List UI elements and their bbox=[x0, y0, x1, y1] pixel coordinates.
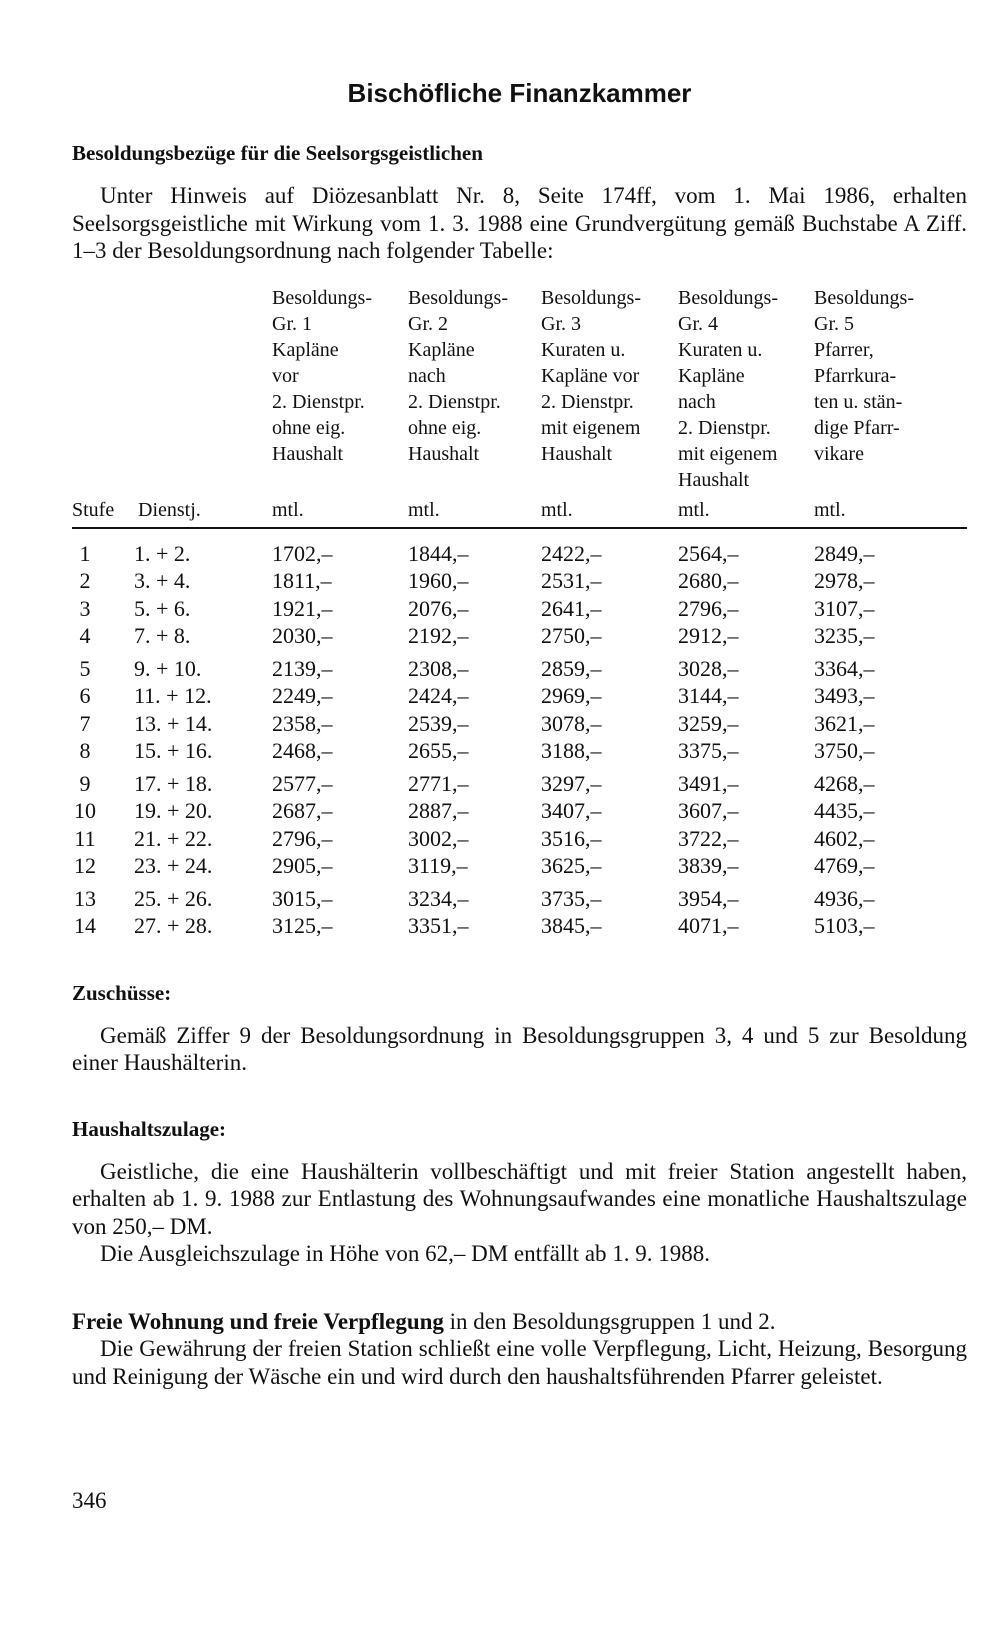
zuschuesse-section bbox=[72, 981, 967, 1077]
salary-cell: 2030,– bbox=[272, 623, 333, 648]
header-line: Gr. 5 bbox=[814, 312, 854, 335]
stufe-cell: 5 bbox=[79, 655, 91, 681]
salary-cell: 3839,– bbox=[678, 853, 739, 878]
table-header bbox=[72, 285, 967, 525]
stufe-cell: 14 bbox=[74, 913, 96, 938]
stufe-cell: 3 bbox=[79, 595, 91, 621]
salary-cell: 3078,– bbox=[541, 710, 602, 736]
salary-cell: 3107,– bbox=[814, 595, 875, 621]
salary-cell: 2139,– bbox=[272, 655, 333, 681]
salary-cell: 3364,– bbox=[814, 655, 875, 681]
salary-cell: 2192,– bbox=[408, 623, 469, 648]
table-row bbox=[72, 683, 967, 711]
dienstjahre-cell: 23. + 24. bbox=[134, 853, 213, 878]
salary-cell: 3491,– bbox=[678, 770, 739, 796]
table-row bbox=[72, 596, 967, 624]
stufe-cell: 10 bbox=[74, 798, 96, 823]
header-line: Kuraten u. bbox=[678, 338, 763, 361]
stufe-header: Stufe bbox=[72, 498, 115, 521]
salary-cell: 4936,– bbox=[814, 885, 875, 911]
stufe-cell: 12 bbox=[74, 853, 96, 878]
column-header-gr4 bbox=[678, 285, 778, 493]
salary-cell: 1702,– bbox=[272, 540, 333, 566]
salary-cell: 2308,– bbox=[408, 655, 469, 681]
table-rule bbox=[72, 527, 967, 529]
stufe-cell: 9 bbox=[79, 770, 91, 796]
stufe-cell: 1 bbox=[79, 540, 91, 566]
salary-cell: 3750,– bbox=[814, 738, 875, 763]
dienstjahre-cell: 5. + 6. bbox=[134, 595, 191, 621]
salary-cell: 3351,– bbox=[408, 913, 469, 938]
dienstjahre-cell: 13. + 14. bbox=[134, 710, 213, 736]
salary-cell: 2468,– bbox=[272, 738, 333, 763]
column-header-gr1 bbox=[272, 285, 372, 467]
header-line: ohne eig. bbox=[272, 416, 346, 439]
section-subheading: Besoldungsbezüge für die Seelsorgsgeistlichen bbox=[72, 141, 483, 165]
table-row bbox=[72, 623, 967, 651]
salary-cell: 3735,– bbox=[541, 885, 602, 911]
salary-cell: 3516,– bbox=[541, 825, 602, 851]
salary-cell: 2771,– bbox=[408, 770, 469, 796]
table-row bbox=[72, 771, 967, 799]
header-line: 2. Dienstpr. bbox=[272, 390, 365, 413]
header-line: Besoldungs- bbox=[408, 286, 508, 309]
salary-cell: 2577,– bbox=[272, 770, 333, 796]
dienstjahre-cell: 7. + 8. bbox=[134, 623, 191, 648]
salary-cell: 1960,– bbox=[408, 568, 469, 593]
header-line: Besoldungs- bbox=[272, 286, 372, 309]
salary-cell: 2859,– bbox=[541, 655, 602, 681]
salary-cell: 2969,– bbox=[541, 683, 602, 708]
dienstjahre-cell: 27. + 28. bbox=[134, 913, 213, 938]
haushaltszulage-text: Geistliche, die eine Haushälterin vollbeschäftigt und mit freier Station angestellt haben, erhalten ab 1. 9. 1988 zur Entlastung des Wohnungsaufwandes eine monatliche Haushaltszulage von 250,– DM. bbox=[72, 1158, 967, 1239]
header-line: ten u. stän- bbox=[814, 390, 903, 413]
stufe-cell: 7 bbox=[79, 710, 91, 736]
header-line: Kapläne vor bbox=[541, 364, 640, 387]
salary-cell: 3144,– bbox=[678, 683, 739, 708]
salary-cell: 3625,– bbox=[541, 853, 602, 878]
table-row bbox=[72, 853, 967, 881]
salary-cell: 3028,– bbox=[678, 655, 739, 681]
dienstjahre-header: Dienstj. bbox=[138, 498, 201, 521]
salary-cell: 5103,– bbox=[814, 913, 875, 938]
header-line: mit eigenem bbox=[541, 416, 641, 439]
salary-cell: 3259,– bbox=[678, 710, 739, 736]
header-line: Haushalt bbox=[541, 442, 613, 465]
salary-cell: 3188,– bbox=[541, 738, 602, 763]
dienstjahre-cell: 1. + 2. bbox=[134, 540, 191, 566]
salary-cell: 3002,– bbox=[408, 825, 469, 851]
table-row bbox=[72, 826, 967, 854]
salary-cell: 2249,– bbox=[272, 683, 333, 708]
salary-cell: 2750,– bbox=[541, 623, 602, 648]
table-row bbox=[72, 886, 967, 914]
column-header-gr2 bbox=[408, 285, 508, 467]
salary-cell: 2424,– bbox=[408, 683, 469, 708]
salary-cell: 3297,– bbox=[541, 770, 602, 796]
dienstjahre-cell: 3. + 4. bbox=[134, 568, 191, 593]
salary-cell: 2912,– bbox=[678, 623, 739, 648]
stufe-cell: 6 bbox=[79, 683, 91, 708]
salary-cell: 3954,– bbox=[678, 885, 739, 911]
wohnung-title-line bbox=[72, 1308, 967, 1336]
salary-cell: 2978,– bbox=[814, 568, 875, 593]
table-row bbox=[72, 568, 967, 596]
ausgleichszulage-text: Die Ausgleichszulage in Höhe von 62,– DM entfällt ab 1. 9. 1988. bbox=[100, 1241, 711, 1266]
salary-cell: 2687,– bbox=[272, 798, 333, 823]
unit-label: mtl. bbox=[678, 498, 710, 521]
zuschuesse-title: Zuschüsse: bbox=[72, 980, 172, 1005]
salary-cell: 2358,– bbox=[272, 710, 333, 736]
header-line: Kuraten u. bbox=[541, 338, 626, 361]
table-row bbox=[72, 541, 967, 569]
header-line: Gr. 3 bbox=[541, 312, 581, 335]
header-line: nach bbox=[678, 390, 716, 413]
table-row bbox=[72, 711, 967, 739]
document-page bbox=[72, 78, 967, 1390]
salary-cell: 2564,– bbox=[678, 540, 739, 566]
haushaltszulage-section bbox=[72, 1117, 967, 1268]
salary-cell: 3235,– bbox=[814, 623, 875, 648]
salary-cell: 2641,– bbox=[541, 595, 602, 621]
salary-cell: 4435,– bbox=[814, 798, 875, 823]
table-row bbox=[72, 738, 967, 766]
intro-paragraph: Unter Hinweis auf Diözesanblatt Nr. 8, Seite 174ff, vom 1. Mai 1986, erhalten Seelsorgsgeistliche mit Wirkung vom 1. 3. 1988 eine Grundvergütung gemäß Buchstabe A Ziff. 1–3 der Besoldungsordnung nach folgender Tabelle: bbox=[72, 183, 967, 263]
dienstjahre-cell: 11. + 12. bbox=[134, 683, 212, 708]
dienstjahre-cell: 9. + 10. bbox=[134, 655, 202, 681]
header-line: Gr. 2 bbox=[408, 312, 448, 335]
salary-cell: 4071,– bbox=[678, 913, 739, 938]
header-line: 2. Dienstpr. bbox=[541, 390, 634, 413]
salary-cell: 1811,– bbox=[272, 568, 332, 593]
unit-label: mtl. bbox=[272, 498, 304, 521]
salary-cell: 4602,– bbox=[814, 825, 875, 851]
column-header-gr5 bbox=[814, 285, 914, 467]
header-line: vikare bbox=[814, 442, 864, 465]
dienstjahre-cell: 21. + 22. bbox=[134, 825, 213, 851]
header-line: Pfarrkura- bbox=[814, 364, 897, 387]
salary-cell: 3621,– bbox=[814, 710, 875, 736]
header-line: Kapläne bbox=[408, 338, 475, 361]
salary-cell: 2905,– bbox=[272, 853, 333, 878]
salary-cell: 2531,– bbox=[541, 568, 602, 593]
unit-label: mtl. bbox=[814, 498, 846, 521]
dienstjahre-cell: 19. + 20. bbox=[134, 798, 213, 823]
stufe-cell: 2 bbox=[79, 568, 91, 593]
salary-cell: 2796,– bbox=[272, 825, 333, 851]
table-row bbox=[72, 656, 967, 684]
salary-cell: 3015,– bbox=[272, 885, 333, 911]
salary-cell: 2539,– bbox=[408, 710, 469, 736]
header-line: Haushalt bbox=[678, 468, 750, 491]
salary-cell: 3234,– bbox=[408, 885, 469, 911]
stufe-cell: 11 bbox=[74, 825, 96, 851]
haushaltszulage-title: Haushaltszulage: bbox=[72, 1116, 227, 1141]
unit-label: mtl. bbox=[408, 498, 440, 521]
header-line: nach bbox=[408, 364, 446, 387]
header-line: Pfarrer, bbox=[814, 338, 874, 361]
salary-cell: 3493,– bbox=[814, 683, 875, 708]
header-line: mit eigenem bbox=[678, 442, 778, 465]
column-header-gr3 bbox=[541, 285, 641, 467]
header-line: Haushalt bbox=[272, 442, 344, 465]
wohnung-title: Freie Wohnung und freie Verpflegung bbox=[72, 1308, 444, 1334]
salary-cell: 3375,– bbox=[678, 738, 739, 763]
stufe-cell: 4 bbox=[79, 623, 91, 648]
header-line: Gr. 1 bbox=[272, 312, 312, 335]
salary-cell: 2796,– bbox=[678, 595, 739, 621]
header-line: Haushalt bbox=[408, 442, 480, 465]
page-heading: Bischöfliche Finanzkammer bbox=[347, 78, 692, 108]
dienstjahre-cell: 15. + 16. bbox=[134, 738, 213, 763]
salary-cell: 4268,– bbox=[814, 770, 875, 796]
dienstjahre-cell: 25. + 26. bbox=[134, 885, 213, 911]
salary-cell: 3407,– bbox=[541, 798, 602, 823]
wohnung-text: Die Gewährung der freien Station schließt eine volle Verpflegung, Licht, Heizung, Besorgung und Reinigung der Wäsche ein und wird durch den haushaltsführenden Pfarrer geleistet. bbox=[72, 1336, 967, 1389]
salary-cell: 3845,– bbox=[541, 913, 602, 938]
header-line: Gr. 4 bbox=[678, 312, 718, 335]
salary-table-body bbox=[72, 541, 967, 941]
salary-cell: 3722,– bbox=[678, 825, 739, 851]
header-line: Kapläne bbox=[678, 364, 745, 387]
header-line: ohne eig. bbox=[408, 416, 482, 439]
salary-cell: 2422,– bbox=[541, 540, 602, 566]
salary-cell: 2076,– bbox=[408, 595, 469, 621]
wohnung-section bbox=[72, 1308, 967, 1391]
dienstjahre-cell: 17. + 18. bbox=[134, 770, 213, 796]
table-row bbox=[72, 913, 967, 941]
salary-cell: 3125,– bbox=[272, 913, 333, 938]
stufe-cell: 8 bbox=[79, 738, 91, 763]
salary-cell: 2655,– bbox=[408, 738, 469, 763]
stufe-cell: 13 bbox=[74, 885, 96, 911]
header-line: vor bbox=[272, 364, 299, 387]
salary-cell: 1921,– bbox=[272, 595, 333, 621]
zuschuesse-text: Gemäß Ziffer 9 der Besoldungsordnung in Besoldungsgruppen 3, 4 und 5 zur Besoldung einer Haushälterin. bbox=[72, 1022, 967, 1075]
header-line: Besoldungs- bbox=[678, 286, 778, 309]
salary-cell: 2887,– bbox=[408, 798, 469, 823]
salary-cell: 1844,– bbox=[408, 540, 469, 566]
wohnung-title-rest: in den Besoldungsgruppen 1 und 2. bbox=[443, 1308, 776, 1334]
header-line: 2. Dienstpr. bbox=[678, 416, 771, 439]
header-line: Besoldungs- bbox=[814, 286, 914, 309]
salary-cell: 2680,– bbox=[678, 568, 739, 593]
header-line: 2. Dienstpr. bbox=[408, 390, 501, 413]
unit-label: mtl. bbox=[541, 498, 573, 521]
salary-cell: 3119,– bbox=[408, 853, 468, 878]
header-line: Kapläne bbox=[272, 338, 339, 361]
salary-cell: 3607,– bbox=[678, 798, 739, 823]
salary-cell: 2849,– bbox=[814, 540, 875, 566]
table-row bbox=[72, 798, 967, 826]
page-number: 346 bbox=[72, 1488, 107, 1513]
header-line: dige Pfarr- bbox=[814, 416, 900, 439]
header-line: Besoldungs- bbox=[541, 286, 641, 309]
salary-cell: 4769,– bbox=[814, 853, 875, 878]
